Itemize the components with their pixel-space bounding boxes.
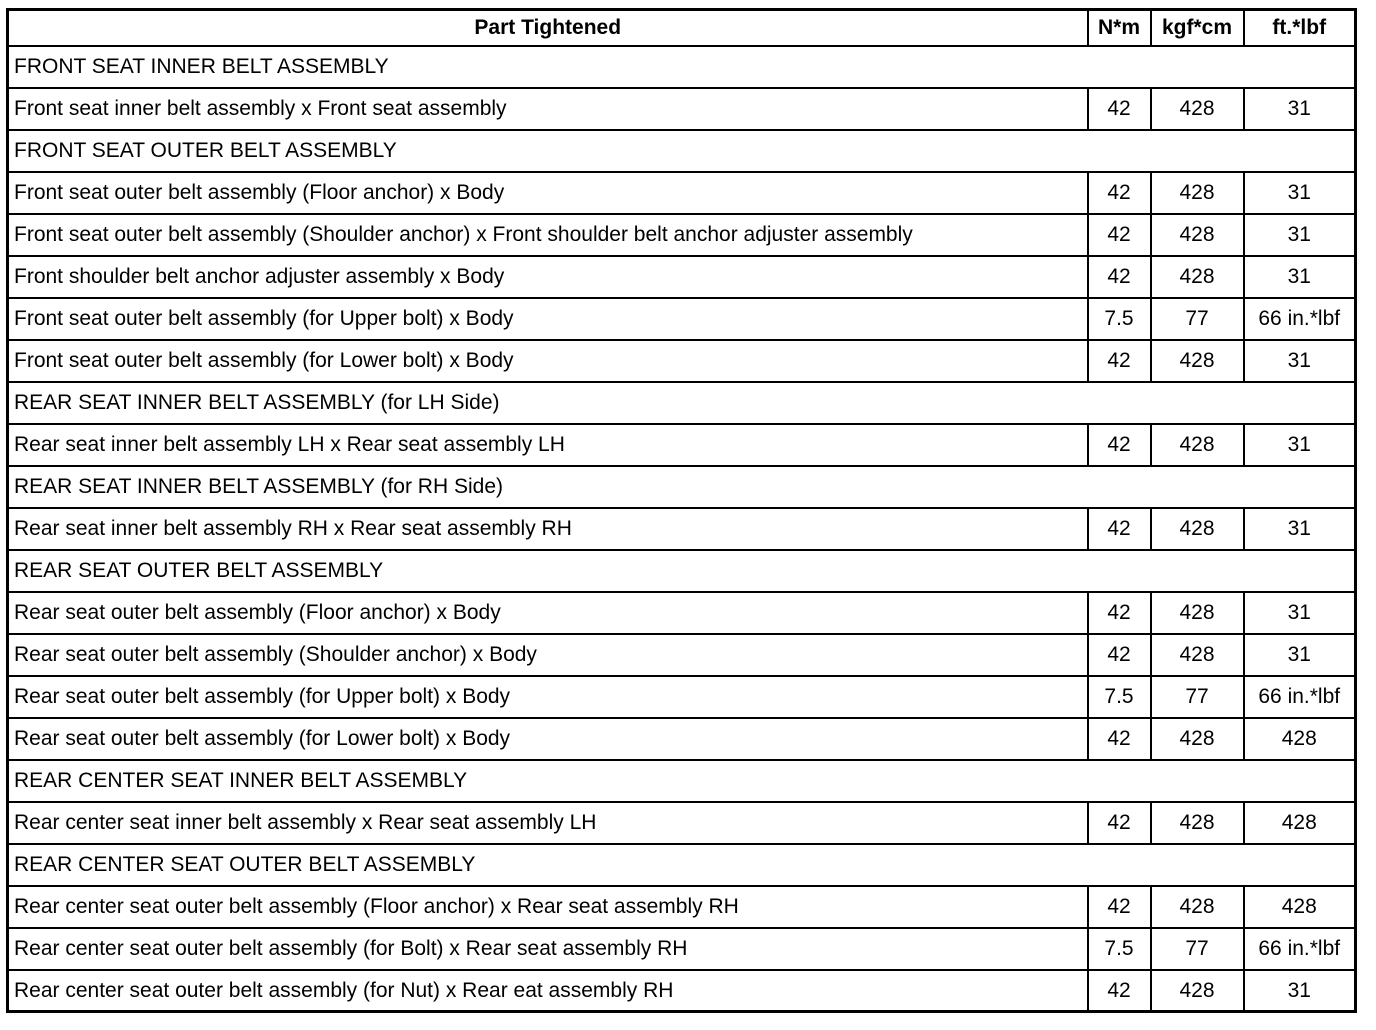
- header-row: [8, 10, 1356, 46]
- section-row: [8, 46, 1356, 88]
- table-row: [8, 634, 1356, 676]
- table-header: [8, 10, 1356, 46]
- nm-value-cell: 7.5: [1088, 928, 1151, 970]
- ftlbf-value-cell: 66 in.*lbf: [1244, 928, 1356, 970]
- section-label: FRONT SEAT OUTER BELT ASSEMBLY: [8, 130, 1356, 172]
- kgfcm-value-cell: 428: [1151, 172, 1244, 214]
- nm-value-cell: 42: [1088, 424, 1151, 466]
- nm-value-cell: 7.5: [1088, 298, 1151, 340]
- part-tightened-cell: Front seat outer belt assembly (Floor anchor) x Body: [8, 172, 1088, 214]
- nm-value-cell: 42: [1088, 802, 1151, 844]
- kgfcm-value-cell: 428: [1151, 718, 1244, 760]
- section-label: REAR SEAT INNER BELT ASSEMBLY (for RH Side): [8, 466, 1356, 508]
- part-tightened-cell: Rear seat outer belt assembly (Floor anchor) x Body: [8, 592, 1088, 634]
- nm-value-cell: 42: [1088, 172, 1151, 214]
- ftlbf-value-cell: 31: [1244, 256, 1356, 298]
- table-row: [8, 256, 1356, 298]
- part-tightened-cell: Rear seat inner belt assembly LH x Rear seat assembly LH: [8, 424, 1088, 466]
- header-kgfcm: kgf*cm: [1151, 10, 1244, 46]
- table-row: [8, 802, 1356, 844]
- section-row: [8, 550, 1356, 592]
- part-tightened-cell: Front seat outer belt assembly (for Upper bolt) x Body: [8, 298, 1088, 340]
- part-tightened-cell: Rear center seat outer belt assembly (Floor anchor) x Rear seat assembly RH: [8, 886, 1088, 928]
- ftlbf-value-cell: 31: [1244, 592, 1356, 634]
- kgfcm-value-cell: 428: [1151, 340, 1244, 382]
- ftlbf-value-cell: 31: [1244, 214, 1356, 256]
- header-part-tightened: Part Tightened: [8, 10, 1088, 46]
- kgfcm-value-cell: 428: [1151, 802, 1244, 844]
- kgfcm-value-cell: 77: [1151, 298, 1244, 340]
- part-tightened-cell: Rear center seat outer belt assembly (for Nut) x Rear eat assembly RH: [8, 970, 1088, 1012]
- header-nm: N*m: [1088, 10, 1151, 46]
- kgfcm-value-cell: 428: [1151, 88, 1244, 130]
- kgfcm-value-cell: 428: [1151, 508, 1244, 550]
- table-row: [8, 886, 1356, 928]
- ftlbf-value-cell: 31: [1244, 508, 1356, 550]
- kgfcm-value-cell: 428: [1151, 256, 1244, 298]
- table-row: [8, 718, 1356, 760]
- nm-value-cell: 42: [1088, 718, 1151, 760]
- nm-value-cell: 42: [1088, 214, 1151, 256]
- ftlbf-value-cell: 428: [1244, 718, 1356, 760]
- table-row: [8, 508, 1356, 550]
- kgfcm-value-cell: 77: [1151, 928, 1244, 970]
- section-label: REAR SEAT OUTER BELT ASSEMBLY: [8, 550, 1356, 592]
- kgfcm-value-cell: 428: [1151, 592, 1244, 634]
- ftlbf-value-cell: 31: [1244, 172, 1356, 214]
- part-tightened-cell: Rear seat inner belt assembly RH x Rear seat assembly RH: [8, 508, 1088, 550]
- table-row: [8, 214, 1356, 256]
- section-row: [8, 844, 1356, 886]
- kgfcm-value-cell: 428: [1151, 886, 1244, 928]
- kgfcm-value-cell: 428: [1151, 214, 1244, 256]
- section-label: REAR CENTER SEAT OUTER BELT ASSEMBLY: [8, 844, 1356, 886]
- nm-value-cell: 42: [1088, 634, 1151, 676]
- header-ftlbf: ft.*lbf: [1244, 10, 1356, 46]
- nm-value-cell: 42: [1088, 592, 1151, 634]
- table-row: [8, 676, 1356, 718]
- ftlbf-value-cell: 66 in.*lbf: [1244, 676, 1356, 718]
- section-row: [8, 760, 1356, 802]
- ftlbf-value-cell: 428: [1244, 802, 1356, 844]
- part-tightened-cell: Front seat inner belt assembly x Front seat assembly: [8, 88, 1088, 130]
- ftlbf-value-cell: 31: [1244, 88, 1356, 130]
- ftlbf-value-cell: 428: [1244, 886, 1356, 928]
- kgfcm-value-cell: 428: [1151, 970, 1244, 1012]
- torque-table-body: [8, 46, 1356, 1012]
- table-row: [8, 928, 1356, 970]
- ftlbf-value-cell: 31: [1244, 970, 1356, 1012]
- section-label: FRONT SEAT INNER BELT ASSEMBLY: [8, 46, 1356, 88]
- section-label: REAR SEAT INNER BELT ASSEMBLY (for LH Side): [8, 382, 1356, 424]
- ftlbf-value-cell: 66 in.*lbf: [1244, 298, 1356, 340]
- nm-value-cell: 42: [1088, 970, 1151, 1012]
- section-label: REAR CENTER SEAT INNER BELT ASSEMBLY: [8, 760, 1356, 802]
- table-row: [8, 88, 1356, 130]
- table-row: [8, 340, 1356, 382]
- torque-spec-table: [6, 8, 1357, 1013]
- nm-value-cell: 42: [1088, 88, 1151, 130]
- part-tightened-cell: Front seat outer belt assembly (for Lower bolt) x Body: [8, 340, 1088, 382]
- nm-value-cell: 42: [1088, 508, 1151, 550]
- part-tightened-cell: Rear seat outer belt assembly (for Lower bolt) x Body: [8, 718, 1088, 760]
- part-tightened-cell: Rear seat outer belt assembly (Shoulder anchor) x Body: [8, 634, 1088, 676]
- kgfcm-value-cell: 77: [1151, 676, 1244, 718]
- nm-value-cell: 42: [1088, 256, 1151, 298]
- ftlbf-value-cell: 31: [1244, 424, 1356, 466]
- part-tightened-cell: Front seat outer belt assembly (Shoulder anchor) x Front shoulder belt anchor adjuster assembly: [8, 214, 1088, 256]
- table-row: [8, 592, 1356, 634]
- nm-value-cell: 7.5: [1088, 676, 1151, 718]
- section-row: [8, 466, 1356, 508]
- nm-value-cell: 42: [1088, 886, 1151, 928]
- kgfcm-value-cell: 428: [1151, 634, 1244, 676]
- section-row: [8, 130, 1356, 172]
- table-row: [8, 172, 1356, 214]
- part-tightened-cell: Rear seat outer belt assembly (for Upper bolt) x Body: [8, 676, 1088, 718]
- section-row: [8, 382, 1356, 424]
- nm-value-cell: 42: [1088, 340, 1151, 382]
- table-row: [8, 970, 1356, 1012]
- part-tightened-cell: Rear center seat outer belt assembly (for Bolt) x Rear seat assembly RH: [8, 928, 1088, 970]
- ftlbf-value-cell: 31: [1244, 634, 1356, 676]
- kgfcm-value-cell: 428: [1151, 424, 1244, 466]
- part-tightened-cell: Front shoulder belt anchor adjuster assembly x Body: [8, 256, 1088, 298]
- table-row: [8, 298, 1356, 340]
- table-row: [8, 424, 1356, 466]
- part-tightened-cell: Rear center seat inner belt assembly x Rear seat assembly LH: [8, 802, 1088, 844]
- ftlbf-value-cell: 31: [1244, 340, 1356, 382]
